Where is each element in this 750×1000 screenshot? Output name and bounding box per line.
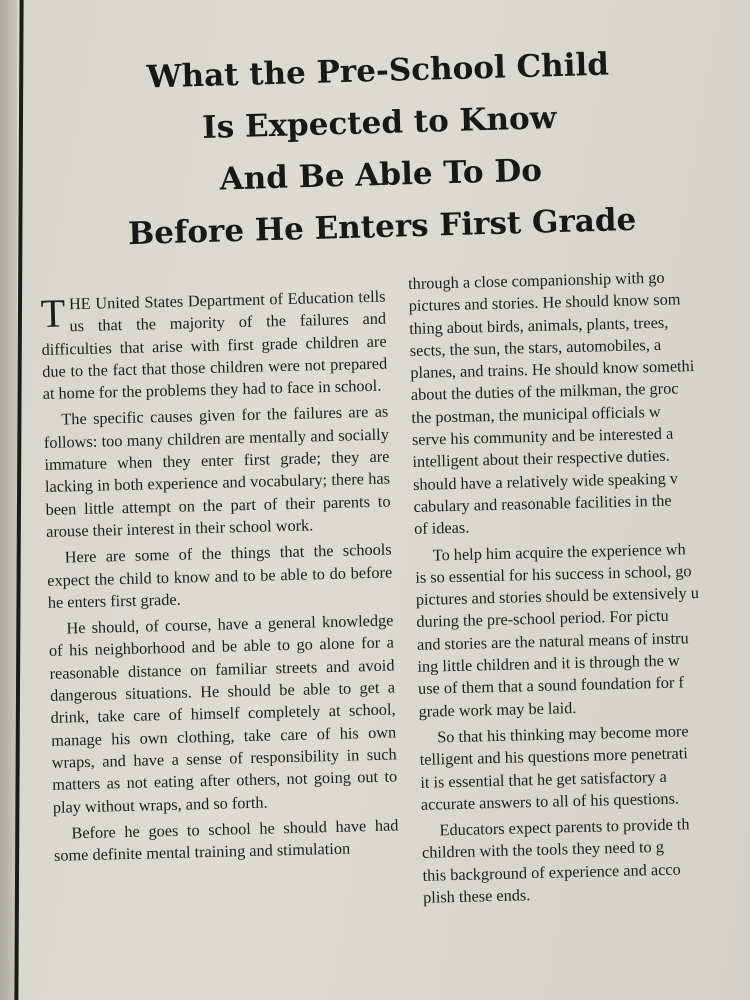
- text-line: pictures and stories. He should know som: [408, 289, 681, 316]
- text-line: of ideas.: [413, 517, 470, 539]
- title-line-2: Is Expected to Know: [201, 100, 557, 146]
- text-line: So that his thinking may become more: [436, 721, 689, 747]
- text-line: this background of experience and acco: [422, 859, 681, 885]
- text-line: about the duties of the milkman, the groc: [410, 378, 679, 405]
- left-column: [40, 286, 399, 872]
- text-line: sects, the sun, the stars, automobiles, a: [409, 334, 662, 360]
- right-paragraph-3: [419, 718, 750, 816]
- text-line: is so essential for his success in school, go: [415, 561, 692, 587]
- title-line-4: Before He Enters First Grade: [127, 201, 637, 253]
- text-line: the postman, the municipal officials w: [411, 401, 661, 427]
- text-line: during the pre-school period. For pictu: [416, 606, 669, 632]
- text-line: pictures and stories should be extensively u: [415, 583, 700, 610]
- paragraph-1: [40, 286, 388, 406]
- text-line: children with the tools they need to g: [421, 837, 665, 863]
- paragraph-5: Before he goes to school he should have had some definite mental training and stimulation: [53, 815, 399, 865]
- right-column: [408, 264, 750, 913]
- text-line: use of them that a sound foundation for f: [417, 672, 685, 699]
- text-line: intelligent about their respective duties.: [412, 446, 670, 472]
- text-line: grade work may be laid.: [418, 697, 577, 721]
- text-line: should have a relatively wide speaking v: [412, 468, 679, 494]
- right-paragraph-1: [408, 264, 750, 541]
- text-line: To help him acquire the experience wh: [432, 538, 686, 565]
- text-line: planes, and trains. He should know somethi: [410, 356, 695, 383]
- drop-cap: T: [40, 290, 66, 336]
- text-line: Educators expect parents to provide th: [439, 814, 690, 840]
- paragraph-1-text: HE United States Department of Education tells us that the majority of the failures and difficulties that arise with first grade children are due to the fact that those children were not prepared at home for the problems they had to face in school.: [41, 286, 388, 404]
- text-line: serve his community and be interested a: [411, 423, 674, 450]
- text-line: through a close companionship with go: [407, 267, 665, 294]
- text-line: accurate answers to all of his questions.: [420, 788, 680, 814]
- text-line: thing about birds, animals, plants, trees,: [409, 312, 669, 338]
- article-body: [40, 264, 750, 907]
- text-line: ing little children and it is through the w: [417, 650, 680, 676]
- article-title: [57, 36, 703, 262]
- paragraph-2: The specific causes given for the failures are as follows: too many children are mentally and socially immature when they enter first grade; they are lacking in both experience and vocabulary; there has been little attempt on the part of their parents to arouse their interest in their school work.: [43, 402, 391, 541]
- text-line: telligent and his questions more penetrati: [419, 743, 689, 770]
- title-line-3: And Be Able To Do: [219, 152, 543, 198]
- paragraph-4: He should, of course, have a general knowledge of his neighborhood and be able to go alone for a reasonable distance on familiar streets and avoid dangerous situations. He should be able to get a drink, take care of himself completely at school, manage his own clothing, take care of his own wraps, and have a sense of responsibility in such matters as not eating after others, not going out to play without wraps, and so forth.: [48, 610, 398, 817]
- title-line-1: What the Pre-School Child: [146, 46, 610, 96]
- right-paragraph-2: [415, 535, 750, 722]
- text-line: cabulary and reasonable facilities in the: [413, 490, 672, 516]
- right-paragraph-4: [421, 811, 750, 909]
- text-line: it is essential that he get satisfactory a: [420, 766, 667, 792]
- text-line: plish these ends.: [422, 885, 531, 907]
- paragraph-3: Here are some of the things that the schools expect the child to know and to be able to do before he enters first grade.: [47, 539, 393, 612]
- text-line: and stories are the natural means of instru: [416, 628, 689, 654]
